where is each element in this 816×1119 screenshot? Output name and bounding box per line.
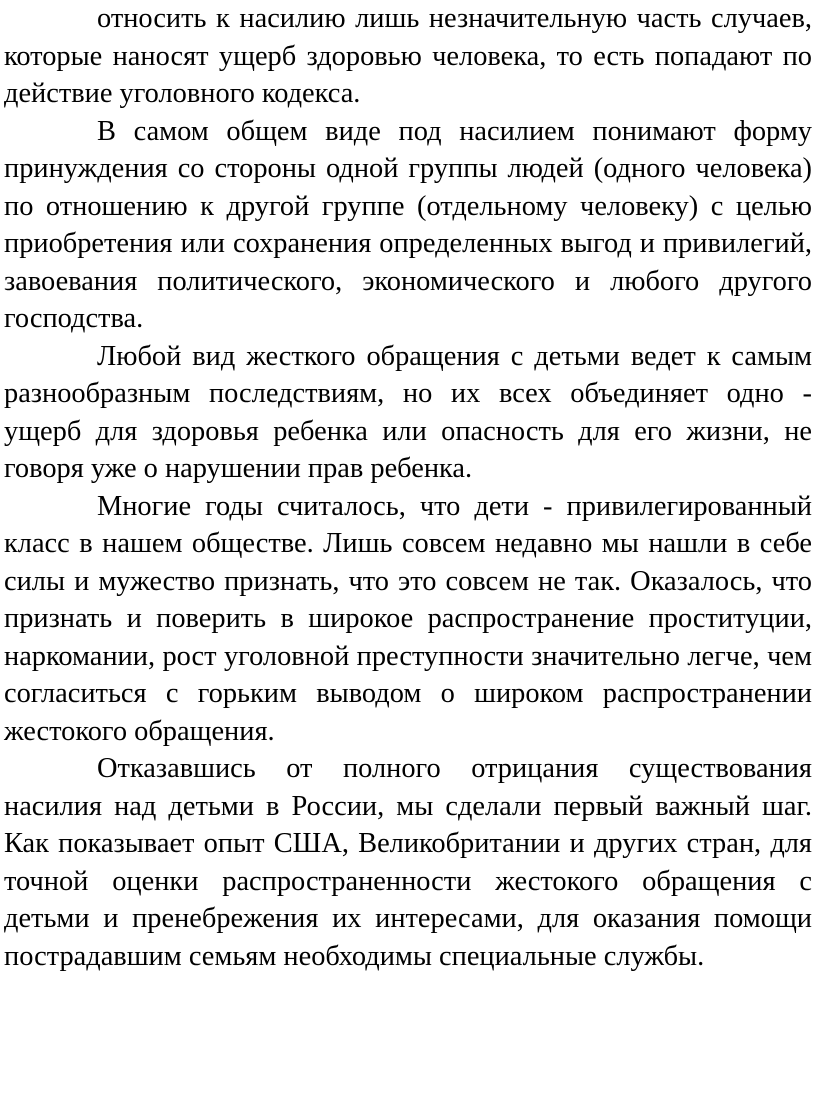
paragraph-consequences: Любой вид жесткого обращения с детьми ведет к самым разнообразным последствиям, но их всех объединяет одно - ущерб для здоровья ребенка или опасность для его жизни, не говоря уже о нарушении прав ребенка. (4, 340, 812, 484)
paragraph-continuation: относить к насилию лишь незначительную часть случаев, которые наносят ущерб здоровью человека, то есть попадают по действие уголовного кодекса. (4, 3, 812, 109)
paragraph-violence-definition: В самом общем виде под насилием понимают форму принуждения со стороны одной группы людей (одного человека) по отношению к другой группе (отдельному человеку) с целью приобретения или сохранения определенных выгод и привилегий, завоевания политического, экономического и любого другого господства. (4, 115, 812, 334)
paragraph-privileged-class: Многие годы считалось, что дети - привилегированный класс в нашем обществе. Лишь совсем недавно мы нашли в себе силы и мужество признать, что это совсем не так. Оказалось, что признать и поверить в широкое распространение проституции, наркомании, рост уголовной преступности значительно легче, чем согласиться с горьким выводом о широком распространении жестокого обращения. (4, 490, 812, 747)
paragraph-special-services: Отказавшись от полного отрицания существования насилия над детьми в России, мы сделали первый важный шаг. Как показывает опыт США, Великобритании и других стран, для точной оценки распространенности жестокого обращения с детьми и пренебрежения их интересами, для оказания помощи пострадавшим семьям необходимы специальные службы. (4, 753, 812, 972)
